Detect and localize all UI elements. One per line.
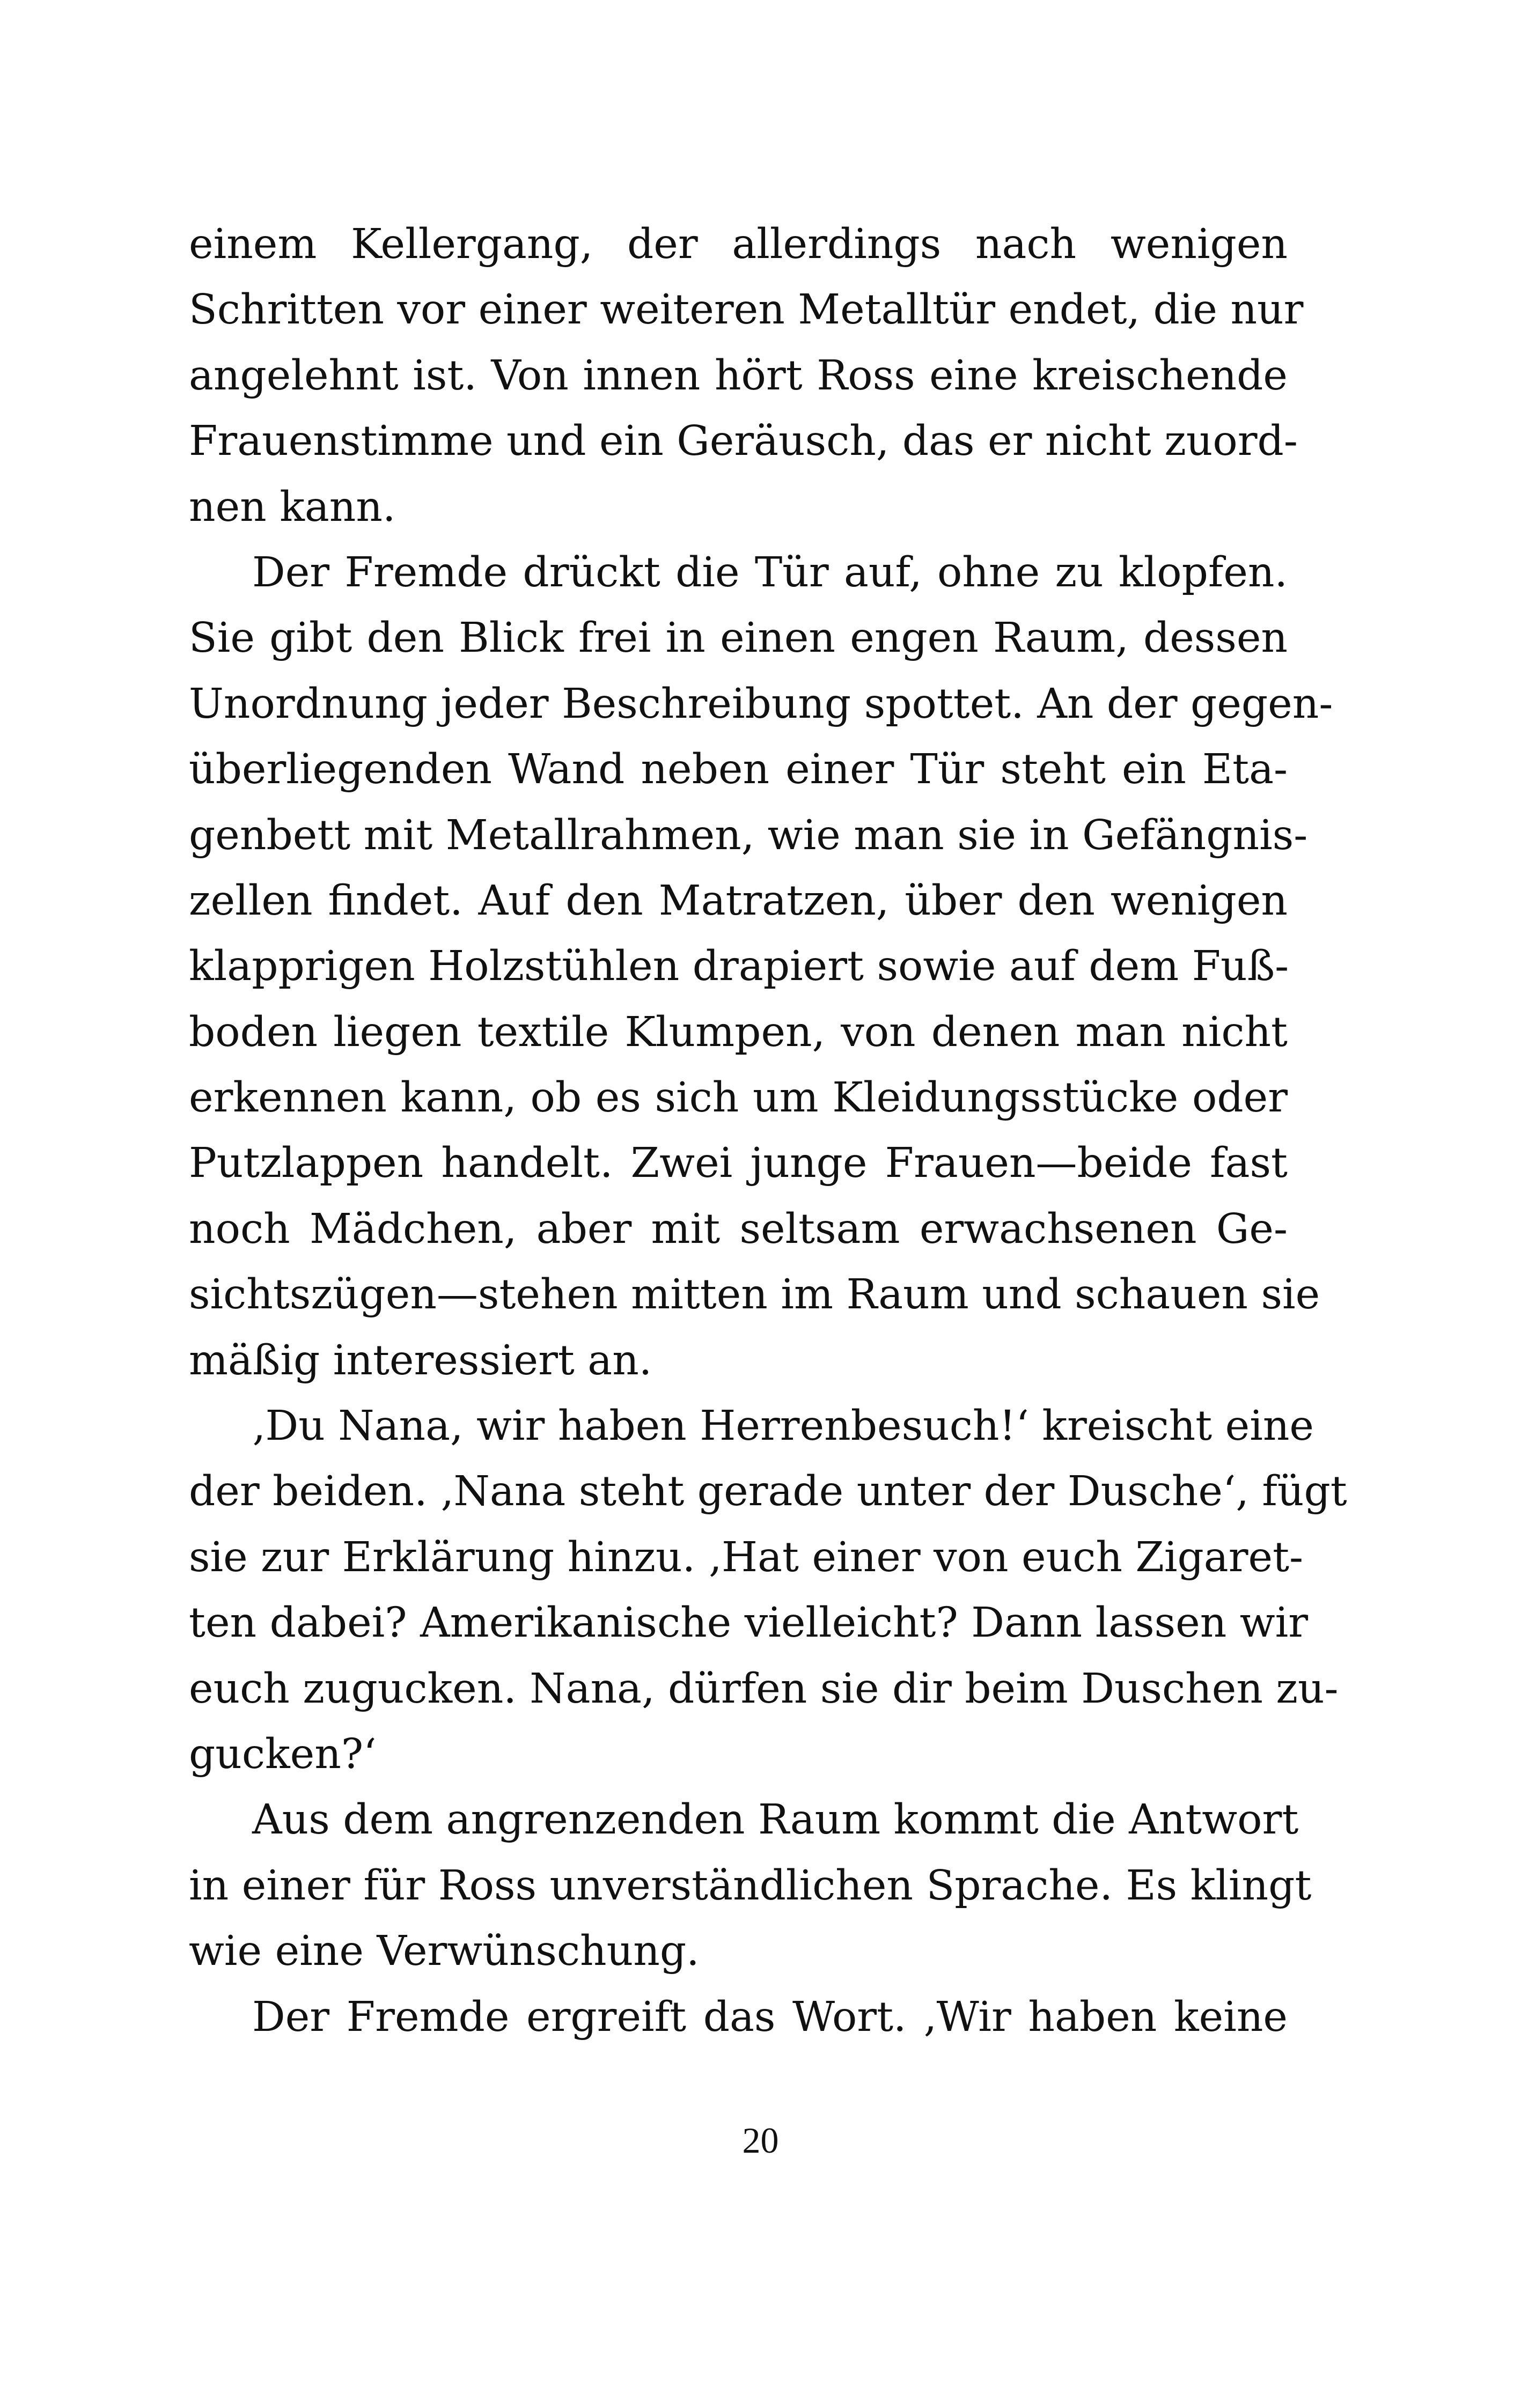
text-line: gucken?‘: [189, 1730, 377, 1778]
paragraph: [189, 1985, 1288, 2050]
text-line: in einer für Ross unverständlichen Sprache. Es klingt: [189, 1861, 1312, 1910]
text-line: ‚Du Nana, wir haben Herrenbesuch!‘ kreischt eine: [252, 1402, 1314, 1450]
text-line: angelehnt ist. Von innen hört Ross eine kreischende: [189, 351, 1288, 400]
paragraph: [189, 1787, 1312, 1984]
text-line: euch zugucken. Nana, dürfen sie dir beim Duschen zu-: [189, 1665, 1339, 1713]
text-line: Putzlappen handelt. Zwei junge Frauen—beide fast: [189, 1139, 1288, 1188]
text-line: nen kann.: [189, 483, 396, 531]
body-text: [189, 212, 1347, 2050]
paragraph: [189, 540, 1333, 1394]
text-line: ten dabei? Amerikanische vielleicht? Dann lassen wir: [189, 1599, 1309, 1647]
paragraph: [189, 1394, 1347, 1787]
text-line: Der Fremde ergreift das Wort. ‚Wir haben keine: [252, 1993, 1288, 2041]
text-line: noch Mädchen, aber mit seltsam erwachsenen Ge-: [189, 1205, 1288, 1253]
text-line: Unordnung jeder Beschreibung spottet. An der gegen-: [189, 680, 1333, 728]
text-line: sie zur Erklärung hinzu. ‚Hat einer von euch Zigaret-: [189, 1533, 1304, 1581]
text-line: überliegenden Wand neben einer Tür steht ein Eta-: [189, 746, 1288, 794]
text-line: Schritten vor einer weiteren Metalltür endet, die nur: [189, 286, 1304, 334]
text-line: erkennen kann, ob es sich um Kleidungsstücke oder: [189, 1074, 1288, 1122]
text-line: Aus dem angrenzenden Raum kommt die Antwort: [252, 1796, 1299, 1844]
text-line: zellen findet. Auf den Matratzen, über den wenigen: [189, 877, 1288, 925]
text-line: klapprigen Holzstühlen drapiert sowie auf dem Fuß-: [189, 942, 1289, 991]
text-line: sichtszügen—stehen mitten im Raum und schauen sie: [189, 1271, 1320, 1319]
text-line: Frauenstimme und ein Geräusch, das er nicht zuord-: [189, 417, 1298, 466]
text-line: boden liegen textile Klumpen, von denen man nicht: [189, 1008, 1288, 1056]
text-line: Sie gibt den Blick frei in einen engen Raum, dessen: [189, 614, 1288, 662]
text-line: einem Kellergang, der allerdings nach wenigen: [189, 220, 1288, 268]
text-line: wie eine Verwünschung.: [189, 1927, 700, 1976]
text-line: Der Fremde drückt die Tür auf, ohne zu klopfen.: [252, 548, 1288, 597]
text-line: mäßig interessiert an.: [189, 1336, 652, 1385]
paragraph: [189, 212, 1304, 540]
text-line: der beiden. ‚Nana steht gerade unter der Dusche‘, fügt: [189, 1468, 1347, 1516]
page-number: 20: [742, 2120, 779, 2161]
text-line: genbett mit Metallrahmen, wie man sie in Gefängnis-: [189, 811, 1308, 859]
